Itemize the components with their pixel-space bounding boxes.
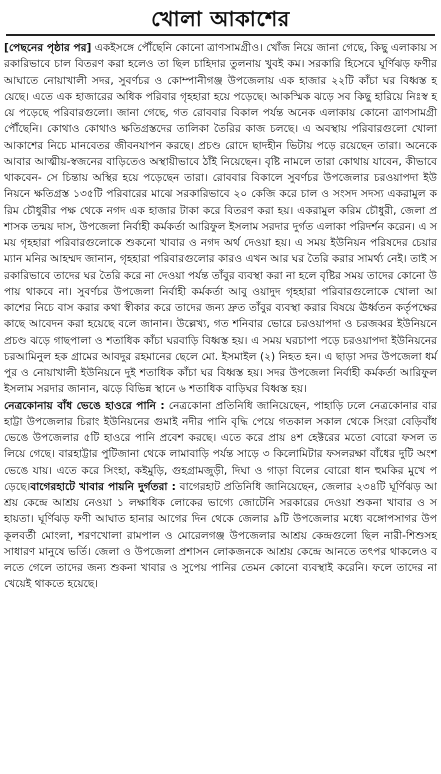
paragraph-text: একইসঙ্গে পৌঁছেনি কোনো ত্রাণসামগ্রীও। খোঁজ নিয়ে জানা গেছে, কিছু এলাকায় সরকারিভাবে চাল বিতরণ করা হলেও তা ছিল চাহিদার তুলনায় খুবই কম। সরকারি হিসেবে ঘূর্ণিঝড় ফণীর আঘাতে নোয়াখালী সদর, সুবর্ণচর ও কোম্পানীগঞ্জ উপজেলায় এক হাজার ২২টি কাঁচা ঘর বিধ্বস্ত হয়েছে। এতে এক হাজারের অধিক পরিবার গৃহহারা হয়ে পড়েছে। আকস্মিক ঝড়ে সব কিছু হারিয়ে নিঃস্ব হয়ে পড়েছে পরিবারগুলো। জানা গেছে, গত রোববার বিকাল পর্যন্ত অনেক এলাকায় কোনো ত্রাণসামগ্রী পৌঁছেনি। কোথাও কোথাও ক্ষতিগ্রস্তদের তালিকা তৈরির কাজ চলছে। এ অবস্থায় পরিবারগুলো খোলা আকাশের নিচে মানবেতর জীবনযাপন করছে। প্রচণ্ড রোদে ছাদহীন ভিটায় পড়ে রয়েছেন তারা। অনেকে আবার আত্মীয়-স্বজনের বাড়িতেও অস্থায়ীভাবে ঠাঁই নিয়েছেন। বৃষ্টি নামলে তারা কোথায় যাবেন, কীভাবে থাকবেন- সে চিন্তায় অস্থির হয়ে পড়েছেন তারা। রোববার বিকালে সুবর্ণচর উপজেলার চরওয়াপদা ইউনিয়নে ক্ষতিগ্রস্ত ১৩৫টি পরিবারের মাঝে সরকারিভাবে ২০ কেজি করে চাল ও সংসদ সদস্য একরামুল করিম চৌধুরীর পক্ষ থেকে নগদ এক হাজার টাকা করে বিতরণ করা হয়। একরামুল করিম চৌধুরী, জেলা প্রশাসক তন্ময় দাস, উপজেলা নির্বাহী কর্মকর্তা আরিফুল ইসলাম সরদার দুর্গত এলাকা পরিদর্শন করেন। এ সময় গৃহহারা পরিবারগুলোকে শুকনো খাবার ও নগদ অর্থ দেওয়া হয়। এ সময় ইউনিয়ন পরিষদের চেয়ারম্যান মনির আহম্মদ জানান, গৃহহারা পরিবারগুলোর কারও এখন আর ঘর তৈরি করার সামর্থ্য নেই। তাই সরকারিভাবে তাদের ঘর তৈরি করে না দেওয়া পর্যন্ত তাঁবুর ব্যবস্থা করা না হলে বৃষ্টির সময় তাদের কোনো উপায় থাকবে না। সুবর্ণচর উপজেলা নির্বাহী কর্মকর্তা আবু ওয়াদুদ গৃহহারা পরিবারগুলোকে খোলা আকাশের নিচে বাস করার কথা স্বীকার করে তাদের জন্য দ্রুত তাঁবুর ব্যবস্থা করার বিষয়ে ঊর্ধ্বতন কর্তৃপক্ষের কাছে আবেদন করা হয়েছে বলে জানান। উল্লেখ্য, গত শনিবার ভোরে চরওয়াপদা ও চরজব্বর ইউনিয়নে প্রচণ্ড ঝড়ে গাছপালা ও শতাধিক কাঁচা ঘরবাড়ি বিধ্বস্ত হয়। এ সময় ঘরচাপা পড়ে চরওয়াপদা ইউনিয়নের চরআমিনুল হক গ্রামের আবদুর রহমানের ছেলে মো. ইসমাইল (২) নিহত হন। এ ছাড়া সদর উপজেলা ধর্মপুর ও নোয়াখালী ইউনিয়নে দুই শতাধিক কাঁচা ঘর বিধ্বস্ত হয়। সদর উপজেলা নির্বাহী কর্মকর্তা আরিফুল ইসলাম সরদার জানান, ঝড়ে বিভিন্ন স্থানে ৬ শতাধিক বাড়িঘর বিধ্বস্ত হয়। — [4, 42, 437, 396]
paragraph-text: নেত্রকোনা প্রতিনিধি জানিয়েছেন, পাহাড়ি ঢলে নেত্রকোনার বারহাট্টা উপজেলার চিরাং ইউনিয়নের গুমাই নদীর পানি বৃদ্ধি পেয়ে গতকাল সকাল থেকে সিংরা বেড়িবাঁধ ভেঙে উপজেলার ৫টি হাওরে পানি প্রবেশ করছে। এতে করে প্রায় ৪শ হেক্টরের মতো বোরো ফসল তলিয়ে গেছে। বারহাট্টার পুটিজানা থেকে লামাবাড়ি পর্যন্ত সাড়ে ৩ কিলোমিটার ফসলরক্ষা বাঁধের দুটি অংশ ভেঙে যায়। এতে করে সিংহা, কইমুড়ি, গুহগ্রামজুড়ী, দিঘা ও গাড়া বিলের বোরো ধান হুমকির মুখে পড়েছে। — [4, 399, 437, 493]
article-body — [4, 40, 437, 593]
paragraph-text: বাগেরহাট প্রতিনিধি জানিয়েছেন, জেলার ২৩৪টি ঘূর্ণিঝড় আশ্রয় কেন্দ্রে আশ্রয় নেওয়া ১ লক্ষাধিক লোকের ভাগ্যে জোটেনি সরকারের দেওয়া শুকনা খাবার ও সহায়তা। ঘূর্ণিঝড় ফণী আঘাত হানার আগের দিন থেকে জেলার ৯টি উপজেলার মধ্যে বঙ্গোপসাগর উপকূলবর্তী মোংলা, শরণখোলা রামপাল ও মোরেলগঞ্জ উপজেলার আশ্রয় কেন্দ্রগুলো ছিল নারী-শিশুসহ সাধারণ মানুষে ভর্তি। জেলা ও উপজেলা প্রশাসন লোকজনকে আশ্রয় কেন্দ্রে আনতে তৎপর থাকলেও বলতে গেলে তাদের জন্য শুকনা খাবার ও সুপেয় পানির তেমন কোনো ব্যবস্থাই করেনি। ফলে তাদের না খেয়েই থাকতে হয়েছে। — [4, 480, 437, 591]
article-headline: খোলা আকাশের — [6, 4, 435, 36]
subheading-netrokona: নেত্রকোনায় বাঁধ ভেঙে হাওরে পানি : — [4, 399, 165, 412]
continuation-marker: [পেছনের পৃষ্ঠার পর] — [4, 42, 92, 54]
subheading-bagerhat: বাগেরহাটে খাবার পায়নি দুর্গতরা : — [30, 480, 176, 493]
article-paragraph-main — [4, 40, 437, 398]
article-paragraph-netrokona — [4, 398, 437, 593]
